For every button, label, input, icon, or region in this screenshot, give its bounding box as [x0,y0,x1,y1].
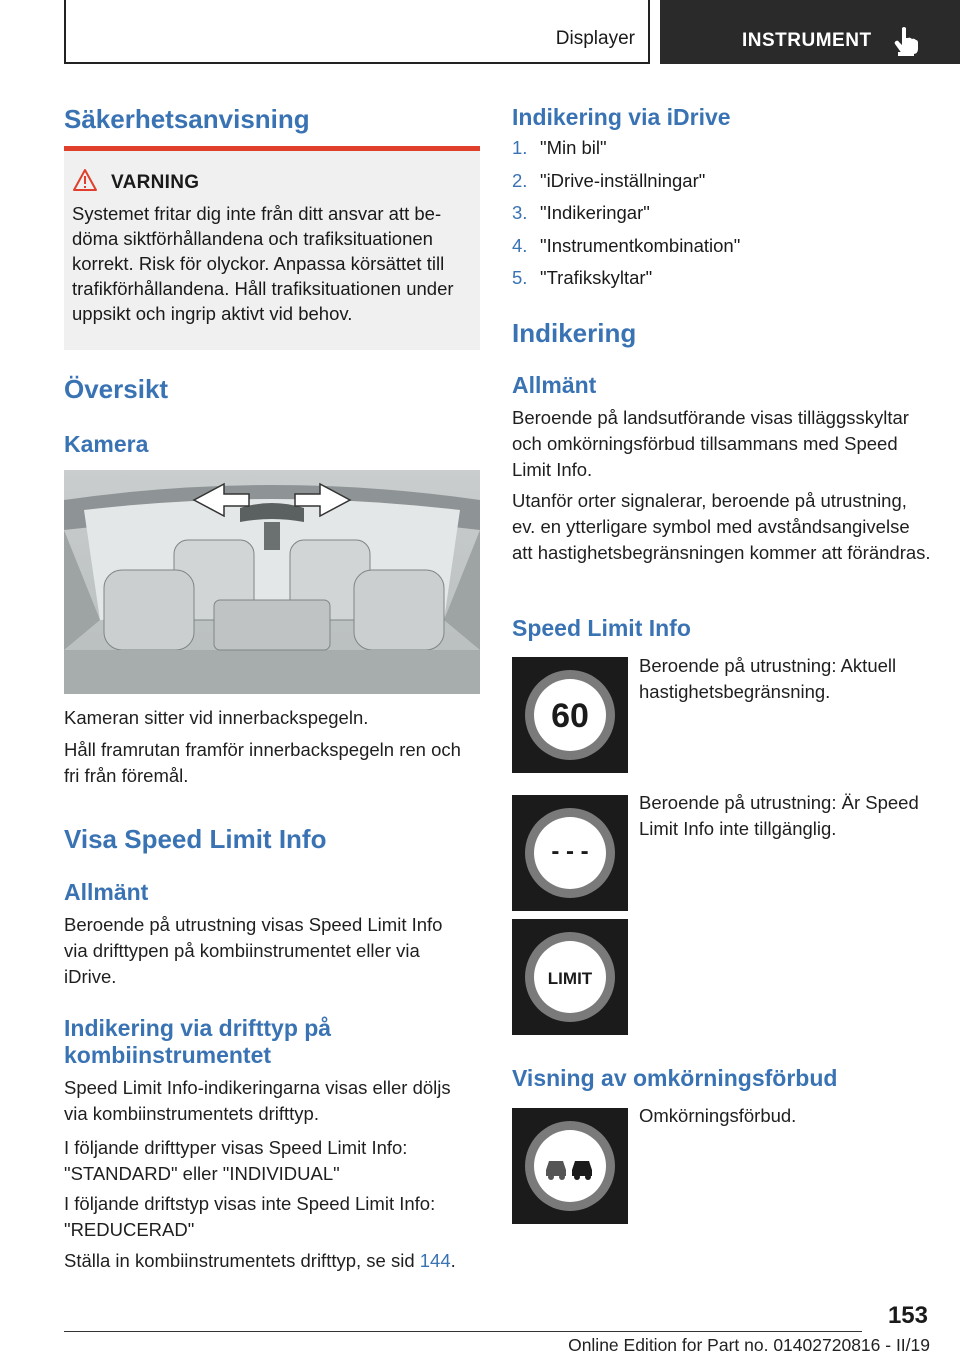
sign-60-value: 60 [551,697,589,735]
left-general-title: Allmänt [64,879,149,905]
indikering-title: Indikering [512,318,637,348]
drive-mode-text-3: I följande driftstyp visas inte Speed Limit Info: "REDUCERAD" [64,1193,436,1240]
list-item [512,170,932,203]
step-text: "iDrive-inställningar" [540,169,706,191]
page-number: 153 [887,1302,928,1329]
step-number: 4. [512,234,528,256]
step-text: "Min bil" [540,137,607,158]
header-rule-bottom [64,62,650,64]
right-general-text-2: Utanför orter signalerar, beroende på utrustning, ev. en ytterligare symbol med avståndsangivelse att hastighetsbegränsningen kommer att förändras. [512,490,931,563]
camera-text-2: Håll framrutan framför innerbackspegeln ren och fri från föremål. [64,739,461,786]
page-ref-link[interactable]: 144 [419,1250,451,1271]
show-sli-title: Visa Speed Limit Info [64,824,327,854]
overtake-text: Omkörningsförbud. [639,1105,797,1126]
step-number: 2. [512,169,528,191]
sign-60-text: Beroende på utrustning: Aktuell hastighetsbegränsning. [639,655,897,702]
footer-rule [64,1331,862,1332]
safety-title: Säkerhetsanvisning [64,104,310,134]
step-number: 3. [512,202,528,223]
overtake-title: Visning av omkörningsförbud [512,1065,838,1091]
speed-sign-limit-icon [512,919,628,1035]
header-section[interactable]: Displayer [555,28,635,49]
limit-sign [512,919,628,1035]
drive-mode-text-4-post: . [450,1250,456,1271]
list-item [512,137,932,170]
step-number: 1. [512,137,528,158]
drive-mode-text-1: Speed Limit Info-indikeringarna visas eller döljs via kombiinstrumentets drifttyp. [64,1077,451,1124]
no-overtaking-sign [512,1108,628,1224]
sign-limit-value: LIMIT [547,969,593,988]
sign-dash-value: - - - [551,838,589,865]
header-chapter-tab[interactable] [660,0,960,64]
header-rule-right [648,0,650,64]
step-text: "Trafikskyltar" [540,267,653,288]
header-chapter-label: INSTRUMENT [742,30,872,51]
list-item [512,267,932,300]
list-item [512,235,932,268]
drive-mode-text-4-pre: Ställa in kombiinstrumentets drifttyp, se sid [64,1250,420,1271]
idrive-title: Indikering via iDrive [512,104,731,130]
left-general-text: Beroende på utrustning visas Speed Limit Info via drifttypen på kombiinstrumentet eller via iDrive. [64,914,443,987]
drive-mode-text-2: I följande drifttyper visas Speed Limit Info: "STANDARD" eller "INDIVIDUAL" [64,1137,408,1184]
speed-sign-60-icon [512,657,628,773]
warning-triangle-icon [72,168,98,192]
sign-dash-text: Beroende på utrustning: Är Speed Limit Info inte tillgänglig. [639,792,919,839]
hand-pointer-icon [894,26,920,56]
overview-title: Översikt [64,374,169,404]
camera-illustration [64,470,480,694]
step-number: 5. [512,267,528,288]
idrive-steps-list [512,137,932,300]
right-general-text-1: Beroende på landsutförande visas tilläggsskyltar och omkörningsförbud tillsammans med Speed Limit Info. [512,407,909,480]
drive-mode-text-4 [64,1248,484,1274]
list-item [512,202,932,235]
sli-title: Speed Limit Info [512,615,691,641]
speed-limit-60-sign [512,657,628,773]
speed-limit-unavailable-sign [512,795,628,911]
camera-title: Kamera [64,431,149,457]
camera-text-1: Kameran sitter vid innerbackspegeln. [64,707,369,728]
footer-edition: Online Edition for Part no. 01402720816 - II/19 [568,1335,930,1355]
header-rule-left [64,0,66,64]
step-text: "Indikeringar" [540,202,650,223]
step-text: "Instrumentkombination" [540,234,741,256]
warning-title: VARNING [111,172,200,193]
drive-mode-title: Indikering via drifttyp på kombiinstrumentet [64,1015,332,1068]
warning-text: Systemet fritar dig inte från ditt ansvar att bedöma siktförhållandena och trafiksituationen korrekt. Risk för olyckor. Anpassa körsättet till trafikförhållandena. Håll trafiksituationen under uppsikt och ingrip aktivt vid behov. [72,203,454,324]
speed-sign-dash-icon [512,795,628,911]
no-overtaking-icon [512,1108,628,1224]
right-general-title: Allmänt [512,372,597,398]
